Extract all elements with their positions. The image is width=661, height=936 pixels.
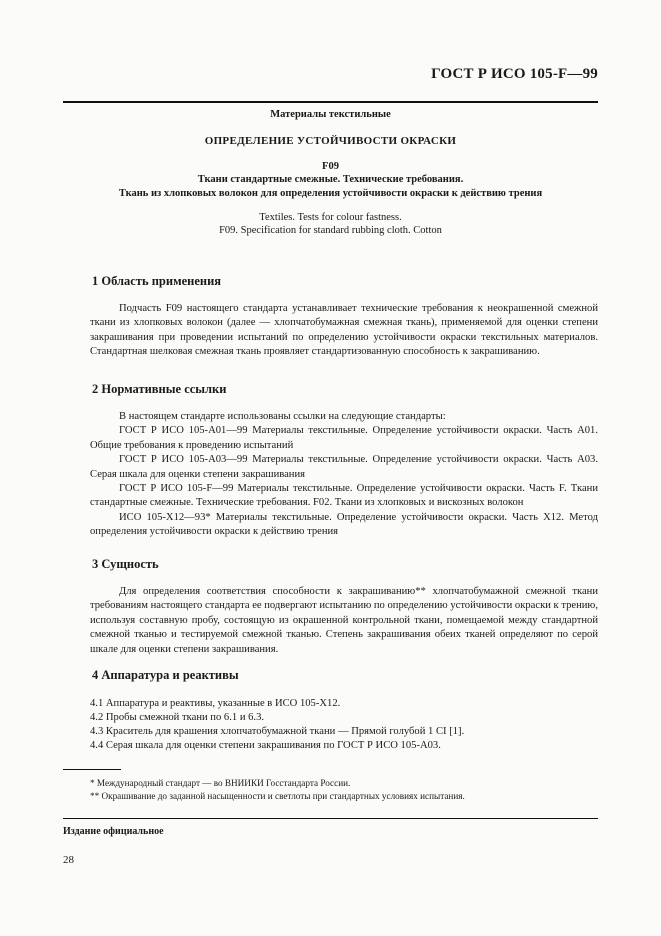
section-4-item-1: 4.1 Аппаратура и реактивы, указанные в ИСО 105-Х12. bbox=[90, 698, 341, 709]
footer-rule bbox=[63, 818, 598, 819]
reference-2: ГОСТ Р ИСО 105-А03—99 Материалы текстильные. Определение устойчивости окраски. Часть А03. Серая шкала для оценки степени закрашивания bbox=[90, 454, 598, 480]
section-3-title: 3 Сущность bbox=[92, 557, 159, 571]
english-title-line-1: Textiles. Tests for colour fastness. bbox=[259, 212, 402, 223]
english-title-line-2: F09. Specification for standard rubbing cloth. Cotton bbox=[219, 225, 442, 236]
reference-4: ИСО 105-Х12—93* Материалы текстильные. Определение устойчивости окраски. Часть Х12. Метод определения устойчивости окраски к действию трения bbox=[90, 511, 598, 538]
section-1-body bbox=[90, 302, 598, 360]
edition-label: Издание официальное bbox=[63, 826, 164, 837]
section-2-intro: В настоящем стандарте использованы ссылки на следующие стандарты: bbox=[119, 411, 446, 422]
section-4-item-3: 4.3 Краситель для крашения хлопчатобумажной ткани — Прямой голубой 1 CI [1]. bbox=[90, 726, 465, 737]
section-2-title: 2 Нормативные ссылки bbox=[92, 382, 227, 396]
standard-main-title: ОПРЕДЕЛЕНИЕ УСТОЙЧИВОСТИ ОКРАСКИ bbox=[204, 135, 457, 147]
header-rule bbox=[63, 101, 598, 103]
section-4-title: 4 Аппаратура и реактивы bbox=[92, 668, 239, 682]
section-3-body bbox=[90, 585, 598, 657]
footnote-2: ** Окрашивание до заданной насыщенности и светлоты при стандартных условиях испытания. bbox=[90, 791, 465, 801]
part-title-line-2: Ткань из хлопковых волокон для определения устойчивости окраски к действию трения bbox=[118, 188, 543, 199]
page-number: 28 bbox=[63, 854, 74, 866]
reference-3: ГОСТ Р ИСО 105-F—99 Материалы текстильные. Определение устойчивости окраски. Часть F. Ткани стандартные смежные. Технические требования. F02. Ткани из хлопковых и вискозных волокон bbox=[90, 483, 598, 509]
standard-subtitle: Материалы текстильные bbox=[270, 109, 391, 120]
section-3-text: Для определения соответствия способности к закрашиванию** хлопчатобумажной смежной ткани требованиям настоящего стандарта ее подвергают испытанию по определению устойчивости окраски к трению, используя составную пробу, состоящую из окрашенной контрольной ткани, помещаемой между стандартной смежной тканью и тестируемой смежной тканью. Степень закрашивания обеих тканей определяют по серой шкале для оценки степени закрашивания. bbox=[90, 586, 598, 655]
part-title-line-1: Ткани стандартные смежные. Технические требования. bbox=[197, 174, 464, 185]
document-code: ГОСТ Р ИСО 105-F—99 bbox=[431, 66, 598, 82]
footnote-rule bbox=[63, 769, 121, 770]
section-1-text: Подчасть F09 настоящего стандарта устанавливает технические требования к неокрашенной смежной ткани из хлопковых волокон (далее — хлопчатобумажная смежная ткань), применяемой для оценки степени закрашивания при проведении испытаний по определению устойчивости окраски текстильных материалов. Стандартная шелковая смежная ткань проявляет стандартизованную способность к закрашиванию. bbox=[90, 303, 598, 358]
section-4-item-2: 4.2 Пробы смежной ткани по 6.1 и 6.3. bbox=[90, 712, 265, 723]
section-1-title: 1 Область применения bbox=[92, 274, 222, 288]
reference-1: ГОСТ Р ИСО 105-А01—99 Материалы текстильные. Определение устойчивости окраски. Часть А01. Общие требования к проведению испытаний bbox=[90, 425, 598, 451]
part-code: F09 bbox=[322, 161, 339, 172]
section-2-body bbox=[90, 410, 598, 540]
section-4-item-4: 4.4 Серая шкала для оценки степени закрашивания по ГОСТ Р ИСО 105-А03. bbox=[90, 740, 441, 751]
footnote-1: * Международный стандарт — во ВНИИКИ Госстандарта России. bbox=[90, 778, 351, 788]
